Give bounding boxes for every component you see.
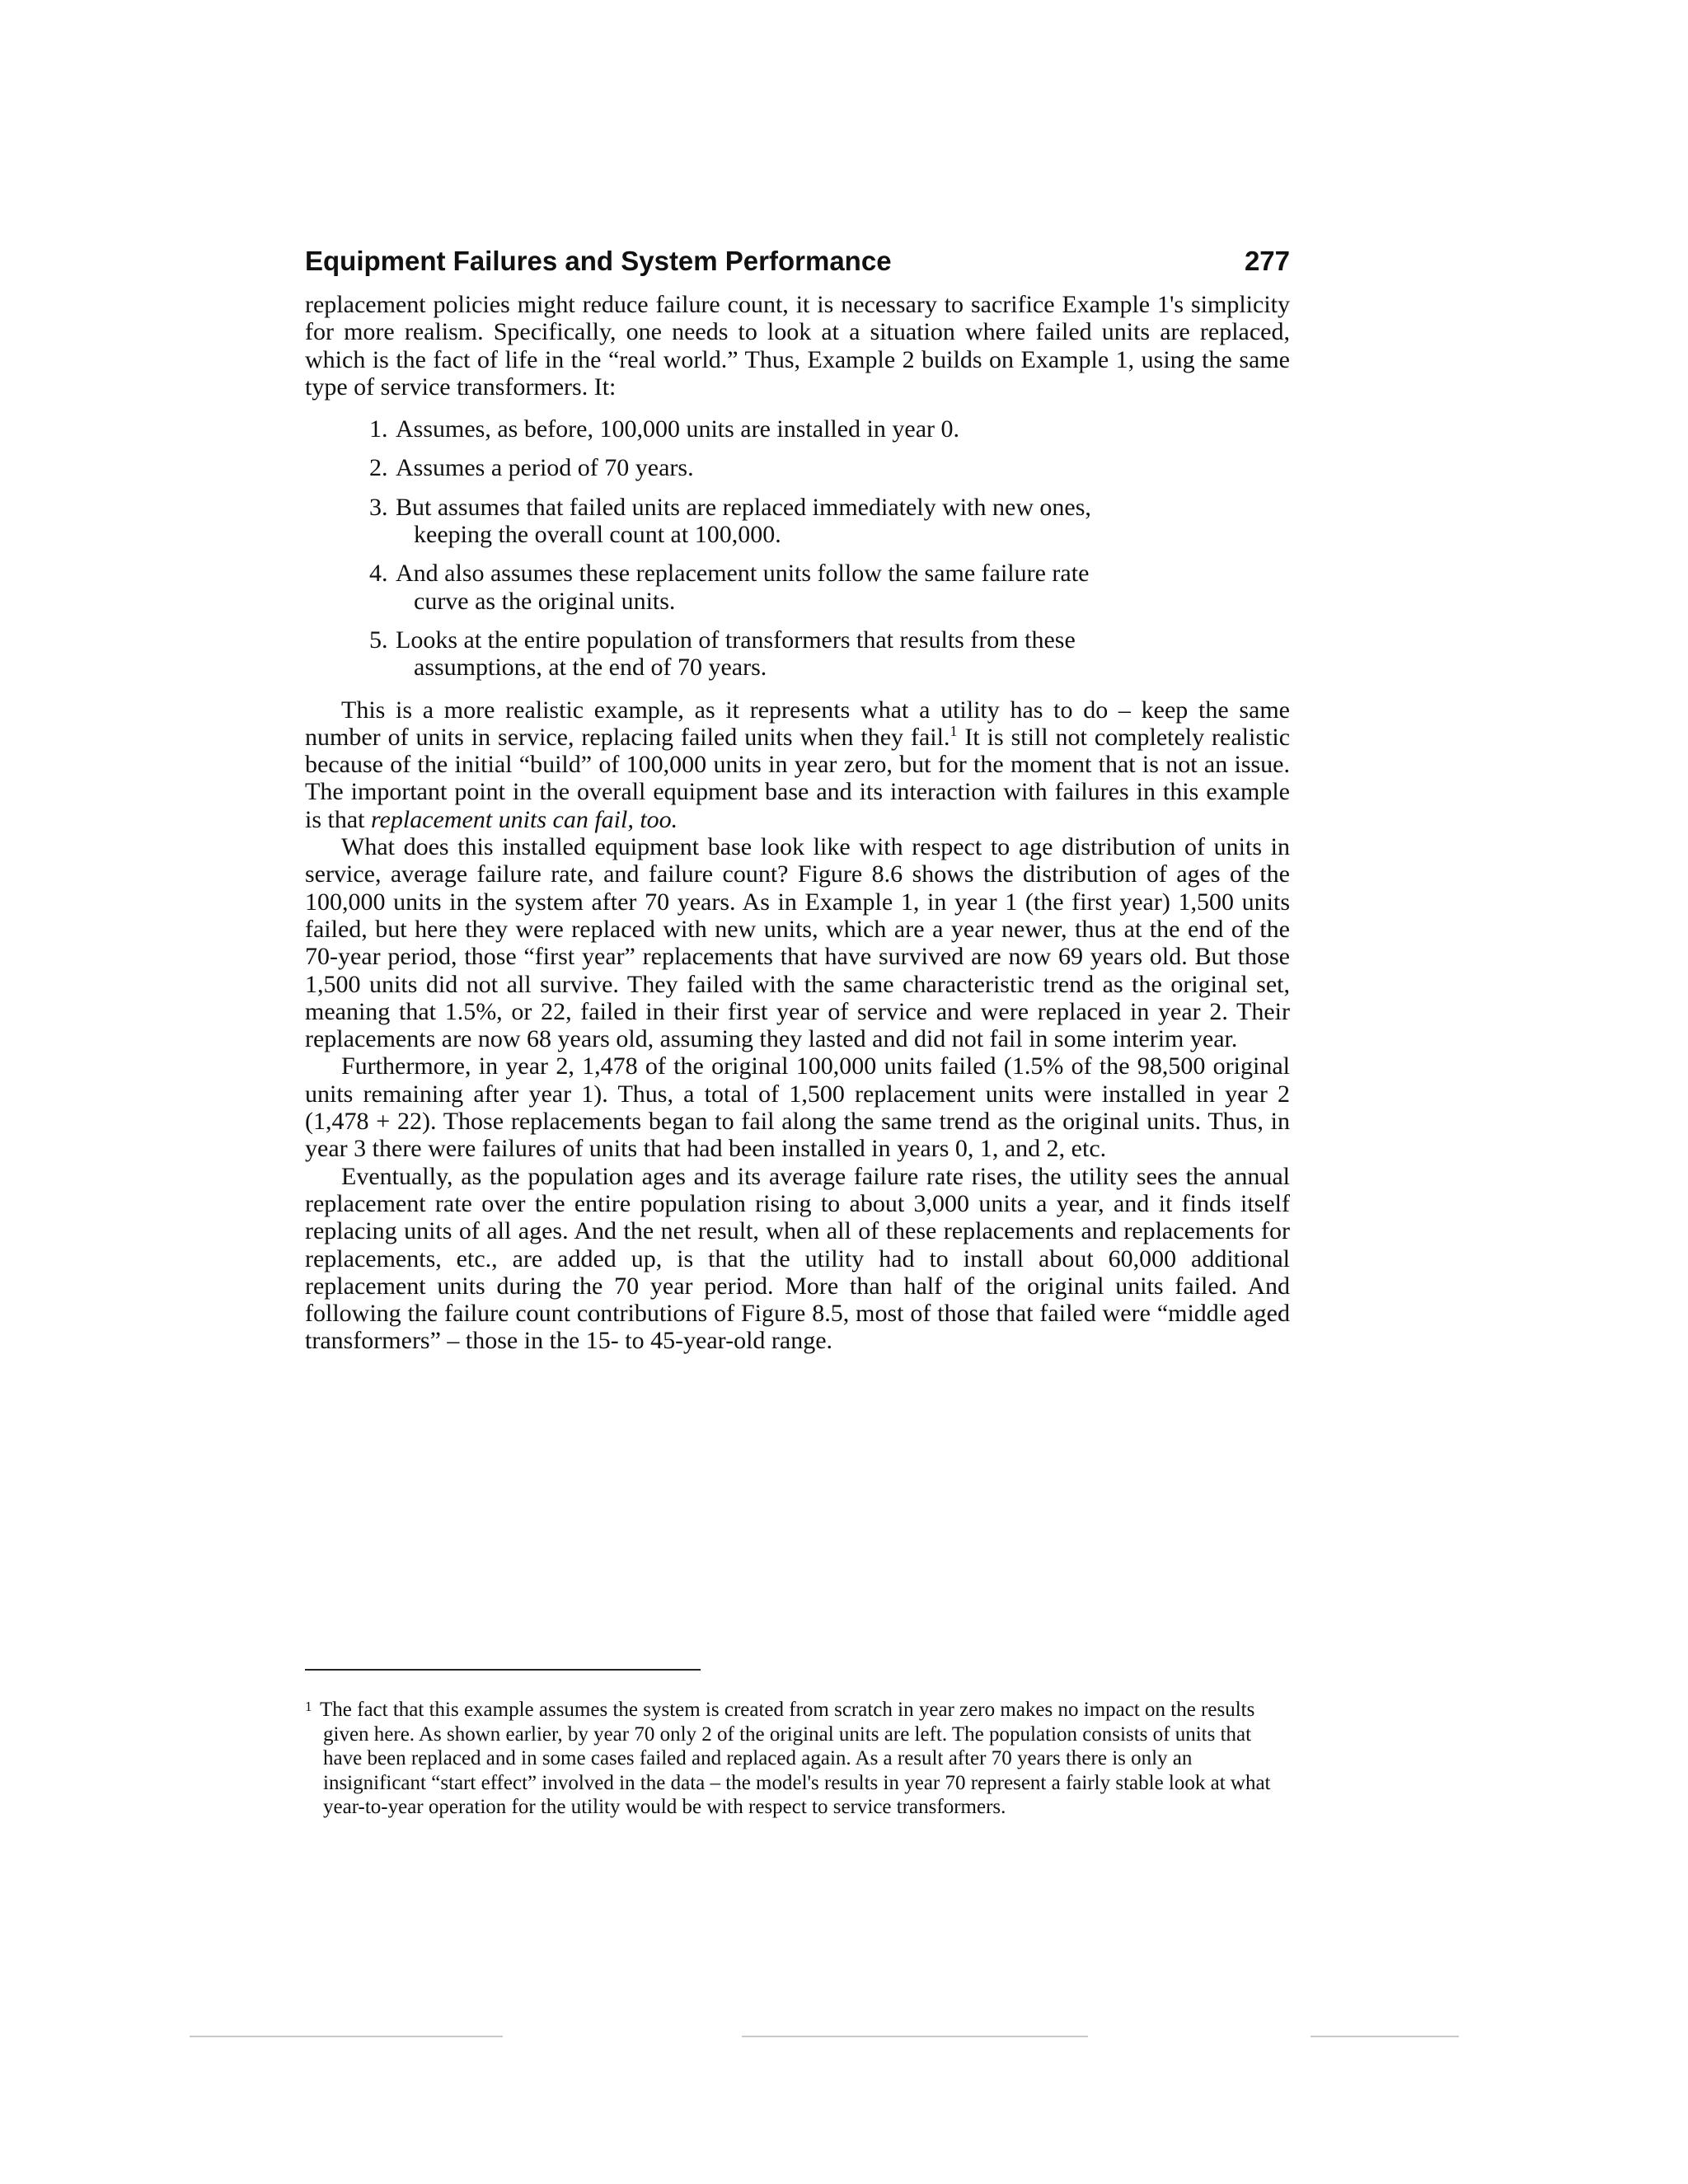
list-item-number: 2 . <box>369 454 388 481</box>
list-item <box>369 626 1142 682</box>
scan-artifact-line <box>742 2036 1088 2037</box>
list-item <box>369 415 1142 443</box>
body-text <box>305 291 1290 1355</box>
list-item <box>369 493 1142 549</box>
paragraph-replacement-rate: Eventually, as the population ages and its average failure rate rises, the utility sees the annual replacement rate over the entire population rising to about 3,000 units a year, and it finds itself replacing units of all ages. And the net result, when all of these replacements and replacements for replacements, etc., are added up, is that the utility had to install about 60,000 additional replacement units during the 70 year period. More than half of the original units failed. And following the failure count contributions of Figure 8.5, most of those that failed were “middle aged transformers” – those in the 15- to 45-year-old range. <box>305 1162 1290 1355</box>
paragraph-text: It is still not completely realistic because of the initial “build” of 100,000 units in year zero, but for the moment that is not an issue. The important point in the overall equipment base and its interaction with failures in this example is that <box>305 723 1291 833</box>
paragraph-realistic-example <box>305 696 1290 833</box>
emphasis-text: replacement units can fail, too. <box>371 805 678 833</box>
list-item-text: And also assumes these replacement units follow the same failure rate curve as the original units. <box>396 560 1090 615</box>
list-item-number: 3 . <box>369 494 388 521</box>
list-item <box>369 454 1142 482</box>
footnote <box>305 1698 1290 1820</box>
list-item <box>369 560 1142 615</box>
list-item-number: 1 . <box>369 415 388 443</box>
footnote-mark: 1 <box>305 1699 312 1714</box>
list-item-text: Assumes a period of 70 years. <box>396 454 694 482</box>
list-item-text: Looks at the entire population of transformers that results from these assumptions, at the end of 70 years. <box>396 626 1076 682</box>
footnote-divider <box>305 1669 701 1671</box>
footnote-reference: 1 <box>950 722 958 739</box>
scan-artifact-line <box>190 2036 503 2037</box>
scan-artifact-line <box>1311 2036 1459 2037</box>
list-item-number: 4 . <box>369 560 388 587</box>
list-item-text: Assumes, as before, 100,000 units are installed in year 0. <box>396 415 960 443</box>
assumptions-list <box>305 415 1290 681</box>
running-head <box>305 246 1290 287</box>
page-number: 277 <box>1244 246 1290 276</box>
chapter-title: Equipment Failures and System Performance <box>305 246 892 276</box>
paragraph-age-distribution: What does this installed equipment base look like with respect to age distribution of units in service, average failure rate, and failure count? Figure 8.6 shows the distribution of ages of the 100,000 units in the system after 70 years. As in Example 1, in year 1 (the first year) 1,500 units failed, but here they were replaced with new units, which are a year newer, thus at the end of the 70-year period, those “first year” replacements that have survived are now 69 years old. But those 1,500 units did not all survive. They failed with the same characteristic trend as the original set, meaning that 1.5%, or 22, failed in their first year of service and were replaced in year 2. Their replacements are now 68 years old, assuming they lasted and did not fail in some interim year. <box>305 833 1290 1053</box>
list-item-text: But assumes that failed units are replaced immediately with new ones, keeping the overall count at 100,000. <box>396 493 1091 549</box>
paragraph-text: This is a more realistic example, as it represents what a utility has to do – keep the same number of units in service, replacing failed units when they fail. <box>305 696 1290 751</box>
footnote-text: The fact that this example assumes the system is created from scratch in year zero makes no impact on the results given here. As shown earlier, by year 70 only 2 of the original units are left. The population consists of units that have been replaced and in some cases failed and replaced again. As a result after 70 years there is only an insignificant “start effect” involved in the data – the model's results in year 70 represent a fairly stable look at what year-to-year operation for the utility would be with respect to service transformers. <box>320 1699 1271 1818</box>
paragraph-year-two: Furthermore, in year 2, 1,478 of the original 100,000 units failed (1.5% of the 98,500 original units remaining after year 1). Thus, a total of 1,500 replacement units were installed in year 2 (1,478 + 22). Those replacements began to fail along the same trend as the original units. Thus, in year 3 there were failures of units that had been installed in years 0, 1, and 2, etc. <box>305 1052 1290 1163</box>
list-item-number: 5 . <box>369 626 388 654</box>
book-page <box>305 0 1290 2184</box>
intro-paragraph: replacement policies might reduce failure count, it is necessary to sacrifice Example 1's simplicity for more realism. Specifically, one needs to look at a situation where failed units are replaced, which is the fact of life in the “real world.” Thus, Example 2 builds on Example 1, using the same type of service transformers. It: <box>305 291 1290 401</box>
